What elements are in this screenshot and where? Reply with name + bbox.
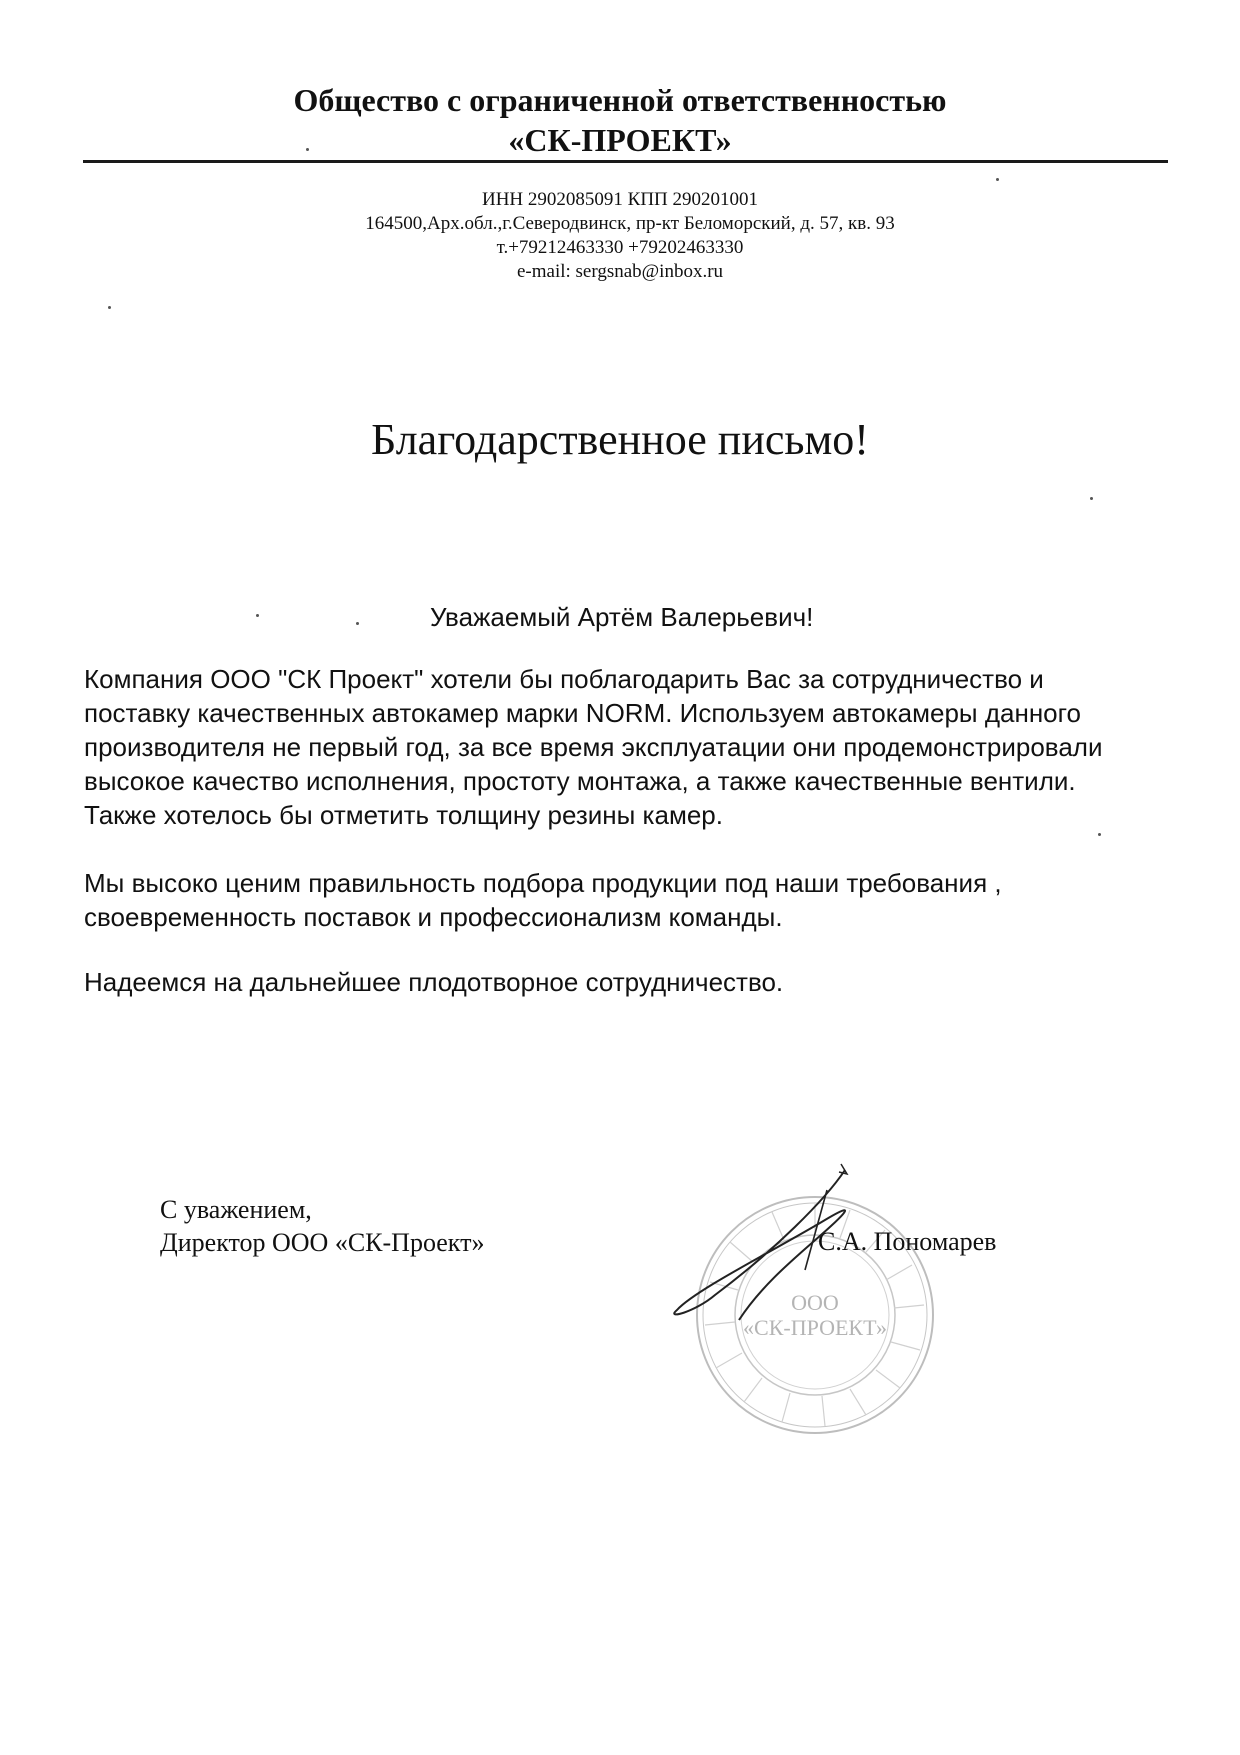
closing-block [160,1193,484,1259]
scan-speck [256,614,259,617]
paragraph-1 [84,662,1164,832]
email: e-mail: sergsnab@inbox.ru [516,261,724,282]
address: 164500,Арх.обл.,г.Северодвинск, пр-кт Беломорский, д. 57, кв. 93 [365,213,895,234]
company-name-line1: Общество с ограниченной ответственностью [293,82,947,118]
scan-speck [1098,833,1101,836]
paragraph-line: своевременность поставок и профессионализм команды. [84,902,783,932]
scan-speck [108,306,111,309]
paragraph-line: поставку качественных автокамер марки NORM. Используем автокамеры данного [84,698,1082,728]
company-name-line2: «СК-ПРОЕКТ» [508,122,732,158]
stamp-text-line1: ООО [791,1290,839,1315]
stamp-text-line2: «СК-ПРОЕКТ» [743,1315,887,1340]
inn-kpp: ИНН 2902085091 КПП 290201001 [481,189,759,210]
handwritten-signature-icon [655,1160,945,1330]
company-requisites [0,188,1240,284]
paragraph-line: высокое качество исполнения, простоту монтажа, а также качественные вентили. [84,766,1076,796]
paragraph-2 [84,866,1164,934]
scan-speck [1090,497,1093,500]
paragraph-line: производителя не первый год, за все время эксплуатации они продемонстрировали [84,732,1103,762]
paragraph-line: Также хотелось бы отметить толщину резины камер. [84,800,723,830]
scan-speck [356,622,359,625]
signer-name: С.А. Пономарев [818,1227,997,1256]
letter-title: Благодарственное письмо! [371,415,869,464]
salutation: Уважаемый Артём Валерьевич! [430,602,814,632]
paragraph-3 [84,965,1164,999]
paragraph-line: Мы высоко ценим правильность подбора продукции под наши требования , [84,868,1002,898]
paragraph-line: Компания ООО "СК Проект" хотели бы поблагодарить Вас за сотрудничество и [84,664,1044,694]
closing-regards: С уважением, [160,1195,312,1224]
signer-position: Директор ООО «СК-Проект» [160,1228,485,1257]
phones: т.+79212463330 +79202463330 [496,237,744,258]
scan-speck [996,178,999,181]
scan-speck [306,148,309,151]
header-divider [83,160,1168,163]
company-name [0,80,1240,160]
paragraph-line: Надеемся на дальнейшее плодотворное сотрудничество. [84,967,784,997]
